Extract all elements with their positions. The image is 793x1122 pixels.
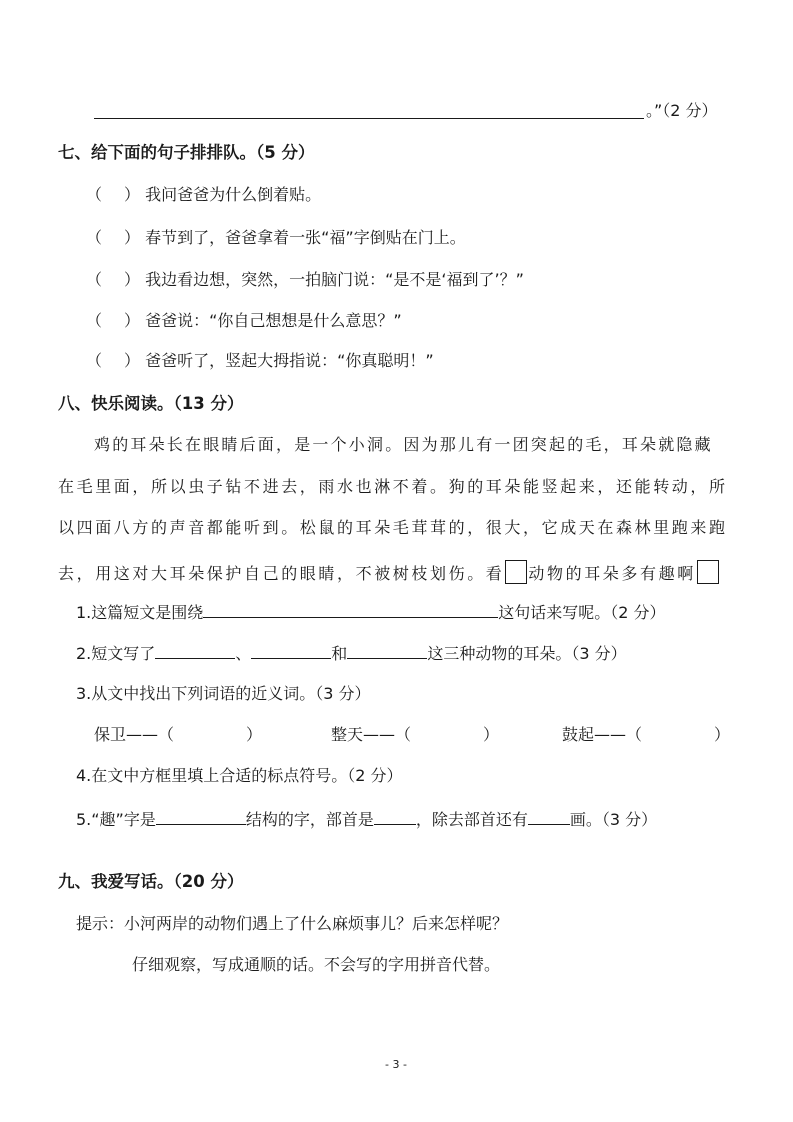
answer-blank[interactable] (347, 642, 427, 659)
question-3: 3.从文中找出下列词语的近义词。（3 分） (76, 684, 371, 703)
question-1: 1.这篇短文是围绕 这句话来写呢。（2 分） (76, 603, 666, 622)
order-item-text: 我问爸爸为什么倒着贴。 (145, 185, 322, 204)
question-4: 4.在文中方框里填上合适的标点符号。（2 分） (76, 766, 403, 785)
punctuation-box[interactable] (505, 560, 527, 584)
question-2: 2.短文写了 、 和 这三种动物的耳朵。（3 分） (76, 644, 627, 663)
order-item: （ ） 爸爸听了，竖起大拇指说：“你真聪明！” (86, 351, 434, 370)
answer-blank[interactable] (155, 642, 235, 659)
answer-blank[interactable] (528, 808, 570, 825)
question-5: 5.“趣”字是 结构的字，部首是 ，除去部首还有 画。（3 分） (76, 810, 658, 829)
page-number: - 3 - (385, 1058, 407, 1071)
answer-line[interactable] (94, 118, 644, 119)
order-item-text: 爸爸听了，竖起大拇指说：“你真聪明！” (145, 351, 434, 370)
section-8-title: 八、快乐阅读。（13 分） (58, 394, 244, 413)
punctuation-box[interactable] (697, 560, 719, 584)
passage-line-last: 去，用这对大耳朵保护自己的眼睛，不被树枝划伤。看 动物的耳朵多有趣啊 (58, 560, 720, 584)
score-tail: 。”（2 分） (646, 101, 718, 120)
order-item: （ ） 爸爸说：“你自己想想是什么意思？” (86, 311, 402, 330)
synonym-item: 保卫——（ ） (94, 725, 263, 744)
order-item (86, 185, 321, 205)
answer-blank[interactable] (251, 642, 331, 659)
synonym-item: 整天——（ ） (331, 725, 500, 744)
passage-line: 鸡的耳朵长在眼睛后面，是一个小洞。因为那儿有一团突起的毛，耳朵就隐藏 (94, 435, 713, 454)
answer-blank[interactable] (374, 808, 416, 825)
order-item-text: 我边看边想，突然，一拍脑门说：“是不是‘福到了’？” (145, 270, 524, 289)
writing-hint: 提示：小河两岸的动物们遇上了什么麻烦事儿？后来怎样呢？ (76, 914, 509, 933)
section-9-title: 九、我爱写话。（20 分） (58, 872, 244, 891)
bracket-open: （ (86, 185, 103, 204)
writing-hint: 仔细观察，写成通顺的话。不会写的字用拼音代替。 (132, 955, 501, 974)
answer-blank[interactable] (156, 808, 246, 825)
order-item-text: 爸爸说：“你自己想想是什么意思？” (145, 311, 402, 330)
bracket-close: ） (124, 185, 141, 204)
order-item-text: 春节到了，爸爸拿着一张“福”字倒贴在门上。 (145, 228, 466, 247)
synonym-item: 鼓起——（ ） (562, 725, 731, 744)
order-item: （ ） 春节到了，爸爸拿着一张“福”字倒贴在门上。 (86, 228, 466, 247)
passage-line: 以四面八方的声音都能听到。松鼠的耳朵毛茸茸的，很大，它成天在森林里跑来跑 (58, 518, 728, 537)
passage-line: 在毛里面，所以虫子钻不进去，雨水也淋不着。狗的耳朵能竖起来，还能转动，所 (58, 477, 728, 496)
answer-blank[interactable] (203, 601, 498, 618)
section-7-title: 七、给下面的句子排排队。（5 分） (58, 143, 315, 162)
order-item: （ ） 我边看边想，突然，一拍脑门说：“是不是‘福到了’？” (86, 270, 524, 289)
